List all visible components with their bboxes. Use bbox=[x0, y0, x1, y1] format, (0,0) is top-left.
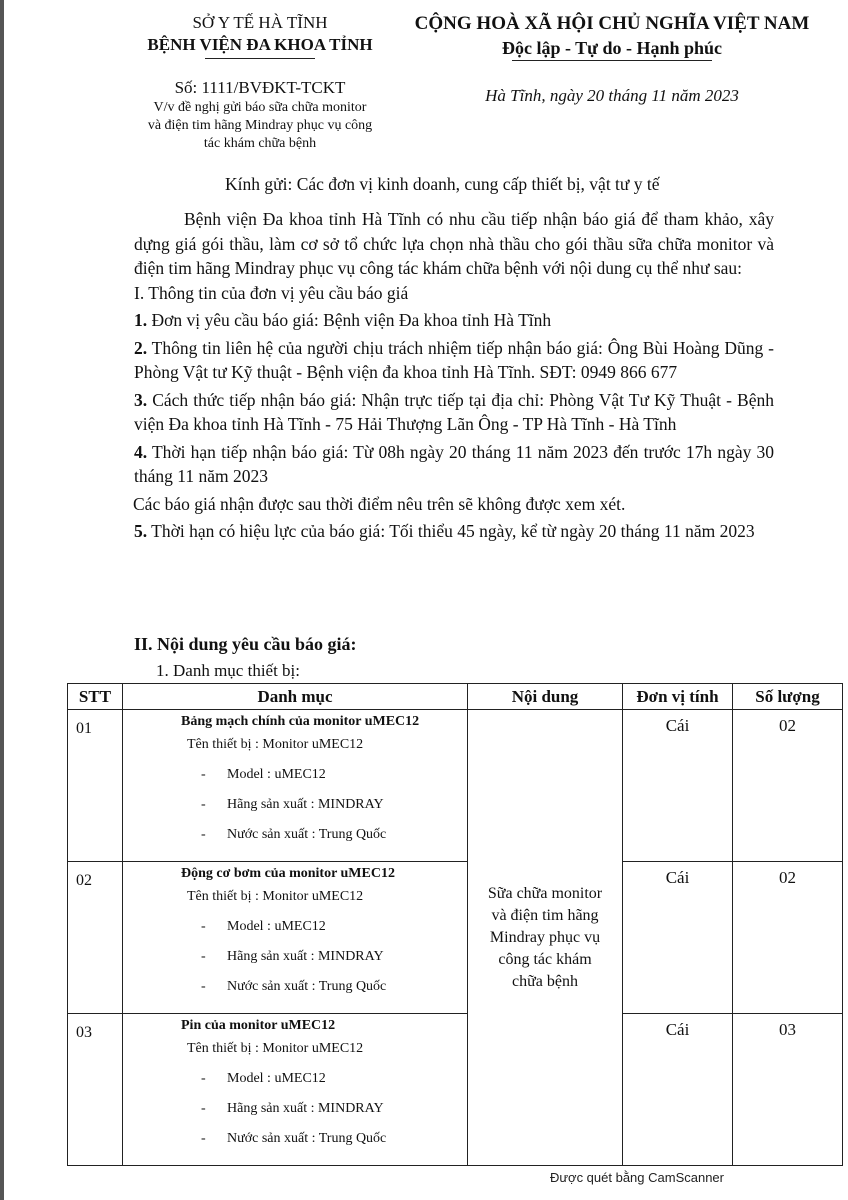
salutation: Kính gửi: Các đơn vị kinh doanh, cung cấp thiết bị, vật tư y tế bbox=[225, 174, 660, 194]
noi-dung-line-2: và điện tim hãng bbox=[491, 906, 599, 924]
model-text: Model : uMEC12 bbox=[227, 919, 326, 934]
section-1-item-4 bbox=[134, 440, 774, 489]
scan-edge bbox=[0, 0, 4, 1200]
bullet-dash: - bbox=[201, 827, 206, 842]
item-text: Cách thức tiếp nhận báo giá: Nhận trực tiếp tại địa chỉ: Phòng Vật Tư Kỹ Thuật - Bệnh viện Đa khoa tỉnh Hà Tĩnh - 75 Hải Thượng Lãn Ông - TP Hà Tĩnh - Hà Tĩnh bbox=[134, 389, 774, 434]
bullet-dash: - bbox=[201, 979, 206, 994]
agency-underline bbox=[205, 58, 315, 59]
section-1-item-3 bbox=[134, 388, 774, 437]
section-1-item-5 bbox=[134, 519, 774, 544]
bullet-dash: - bbox=[201, 1131, 206, 1146]
maker-text: Hãng sản xuất : MINDRAY bbox=[227, 949, 384, 964]
subject-line-2: và điện tim hãng Mindray phục vụ công bbox=[147, 118, 373, 133]
noi-dung-line-1: Sữa chữa monitor bbox=[487, 884, 603, 902]
row-item bbox=[123, 862, 468, 1014]
row-unit: Cái bbox=[623, 862, 733, 1014]
row-unit: Cái bbox=[623, 710, 733, 862]
item-device: Tên thiết bị : Monitor uMEC12 bbox=[187, 737, 364, 752]
item-number: 4. bbox=[134, 441, 148, 462]
table-row bbox=[68, 862, 843, 1014]
item-number: 3. bbox=[134, 389, 148, 410]
item-number: 2. bbox=[134, 337, 148, 358]
noi-dung-line-5: chữa bệnh bbox=[512, 972, 578, 990]
subject-line-3: tác khám chữa bệnh bbox=[203, 136, 317, 151]
item-text: Đơn vị yêu cầu báo giá: Bệnh viện Đa khoa tỉnh Hà Tĩnh bbox=[147, 310, 552, 330]
country-text: Nước sản xuất : Trung Quốc bbox=[227, 979, 387, 994]
country-text: Nước sản xuất : Trung Quốc bbox=[227, 1131, 387, 1146]
row-qty: 02 bbox=[733, 710, 843, 862]
table-row bbox=[68, 710, 843, 862]
bullet-dash: - bbox=[201, 949, 206, 964]
agency-header bbox=[115, 12, 405, 153]
item-title: Pin của monitor uMEC12 bbox=[181, 1018, 336, 1033]
item-maker bbox=[123, 942, 467, 972]
document-date: Hà Tĩnh, ngày 20 tháng 11 năm 2023 bbox=[485, 86, 739, 105]
item-text: Thời hạn tiếp nhận báo giá: Từ 08h ngày 20 tháng 11 năm 2023 đến trước 17h ngày 30 tháng 11 năm 2023 bbox=[134, 441, 774, 486]
equipment-table bbox=[67, 683, 843, 1166]
row-stt: 02 bbox=[68, 862, 123, 1014]
item-number: 5. bbox=[134, 521, 148, 541]
item-model bbox=[123, 1064, 467, 1094]
national-title: CỘNG HOÀ XÃ HỘI CHỦ NGHĨA VIỆT NAM bbox=[414, 13, 810, 34]
item-model bbox=[123, 760, 467, 790]
item-device: Tên thiết bị : Monitor uMEC12 bbox=[187, 889, 364, 904]
item-country bbox=[123, 820, 467, 850]
agency-parent: SỞ Y TẾ HÀ TĨNH bbox=[192, 13, 328, 32]
header-stt: STT bbox=[68, 684, 123, 710]
item-number: 1. bbox=[134, 310, 148, 330]
row-item bbox=[123, 710, 468, 862]
noi-dung-line-4: công tác khám bbox=[498, 950, 592, 968]
section-2-title: II. Nội dung yêu cầu báo giá: bbox=[134, 634, 357, 654]
maker-text: Hãng sản xuất : MINDRAY bbox=[227, 1101, 384, 1116]
row-stt: 03 bbox=[68, 1014, 123, 1166]
subject-line-1: V/v đề nghị gửi báo sữa chữa monitor bbox=[153, 100, 367, 115]
noi-dung-line-3: Mindray phục vụ bbox=[489, 928, 601, 946]
section-1-item-1 bbox=[134, 308, 774, 333]
table-header-row bbox=[68, 684, 843, 710]
bullet-dash: - bbox=[201, 1101, 206, 1116]
late-quote-note: Các báo giá nhận được sau thời điểm nêu trên sẽ không được xem xét. bbox=[133, 493, 626, 514]
header-don-vi-tinh: Đơn vị tính bbox=[623, 684, 733, 710]
row-stt: 01 bbox=[68, 710, 123, 862]
bullet-dash: - bbox=[201, 767, 206, 782]
section-1-title: I. Thông tin của đơn vị yêu cầu báo giá bbox=[134, 282, 409, 303]
item-title: Bảng mạch chính của monitor uMEC12 bbox=[181, 714, 420, 729]
national-header bbox=[402, 12, 822, 107]
row-noi-dung bbox=[468, 710, 623, 1166]
item-text: Thời hạn có hiệu lực của báo giá: Tối thiểu 45 ngày, kể từ ngày 20 tháng 11 năm 2023 bbox=[147, 521, 755, 541]
item-text: Thông tin liên hệ của người chịu trách nhiệm tiếp nhận báo giá: Ông Bùi Hoàng Dũng - Phòng Vật tư Kỹ thuật - Bệnh viện đa khoa tỉnh Hà Tĩnh. SĐT: 0949 866 677 bbox=[134, 337, 774, 382]
model-text: Model : uMEC12 bbox=[227, 1071, 326, 1086]
maker-text: Hãng sản xuất : MINDRAY bbox=[227, 797, 384, 812]
row-qty: 03 bbox=[733, 1014, 843, 1166]
table-row bbox=[68, 1014, 843, 1166]
item-title: Động cơ bơm của monitor uMEC12 bbox=[181, 866, 395, 881]
item-maker bbox=[123, 1094, 467, 1124]
agency-name: BỆNH VIỆN ĐA KHOA TỈNH bbox=[147, 35, 373, 54]
motto-underline bbox=[512, 60, 712, 61]
model-text: Model : uMEC12 bbox=[227, 767, 326, 782]
item-maker bbox=[123, 790, 467, 820]
row-item bbox=[123, 1014, 468, 1166]
bullet-dash: - bbox=[201, 919, 206, 934]
intro-paragraph: Bệnh viện Đa khoa tỉnh Hà Tĩnh có nhu cầu tiếp nhận báo giá để tham khảo, xây dựng giá gói thầu, làm cơ sở tổ chức lựa chọn nhà thầu cho gói thầu sữa chữa monitor và điện tim hãng Mindray phục vụ công tác khám chữa bệnh với nội dung cụ thể như sau: bbox=[134, 209, 774, 278]
section-1-item-2 bbox=[134, 336, 774, 385]
item-country bbox=[123, 972, 467, 1002]
item-country bbox=[123, 1124, 467, 1154]
item-device: Tên thiết bị : Monitor uMEC12 bbox=[187, 1041, 364, 1056]
country-text: Nước sản xuất : Trung Quốc bbox=[227, 827, 387, 842]
bullet-dash: - bbox=[201, 797, 206, 812]
national-motto: Độc lập - Tự do - Hạnh phúc bbox=[501, 38, 723, 58]
header-noi-dung: Nội dung bbox=[468, 684, 623, 710]
equipment-list-title: 1. Danh mục thiết bị: bbox=[156, 661, 301, 680]
scanner-watermark: Được quét bằng CamScanner bbox=[549, 1170, 724, 1185]
row-unit: Cái bbox=[623, 1014, 733, 1166]
header-so-luong: Số lượng bbox=[733, 684, 843, 710]
bullet-dash: - bbox=[201, 1071, 206, 1086]
row-qty: 02 bbox=[733, 862, 843, 1014]
item-model bbox=[123, 912, 467, 942]
document-number: Số: 1111/BVĐKT-TCKT bbox=[174, 78, 346, 97]
header-danh-muc: Danh mục bbox=[123, 684, 468, 710]
document-body bbox=[134, 207, 774, 544]
